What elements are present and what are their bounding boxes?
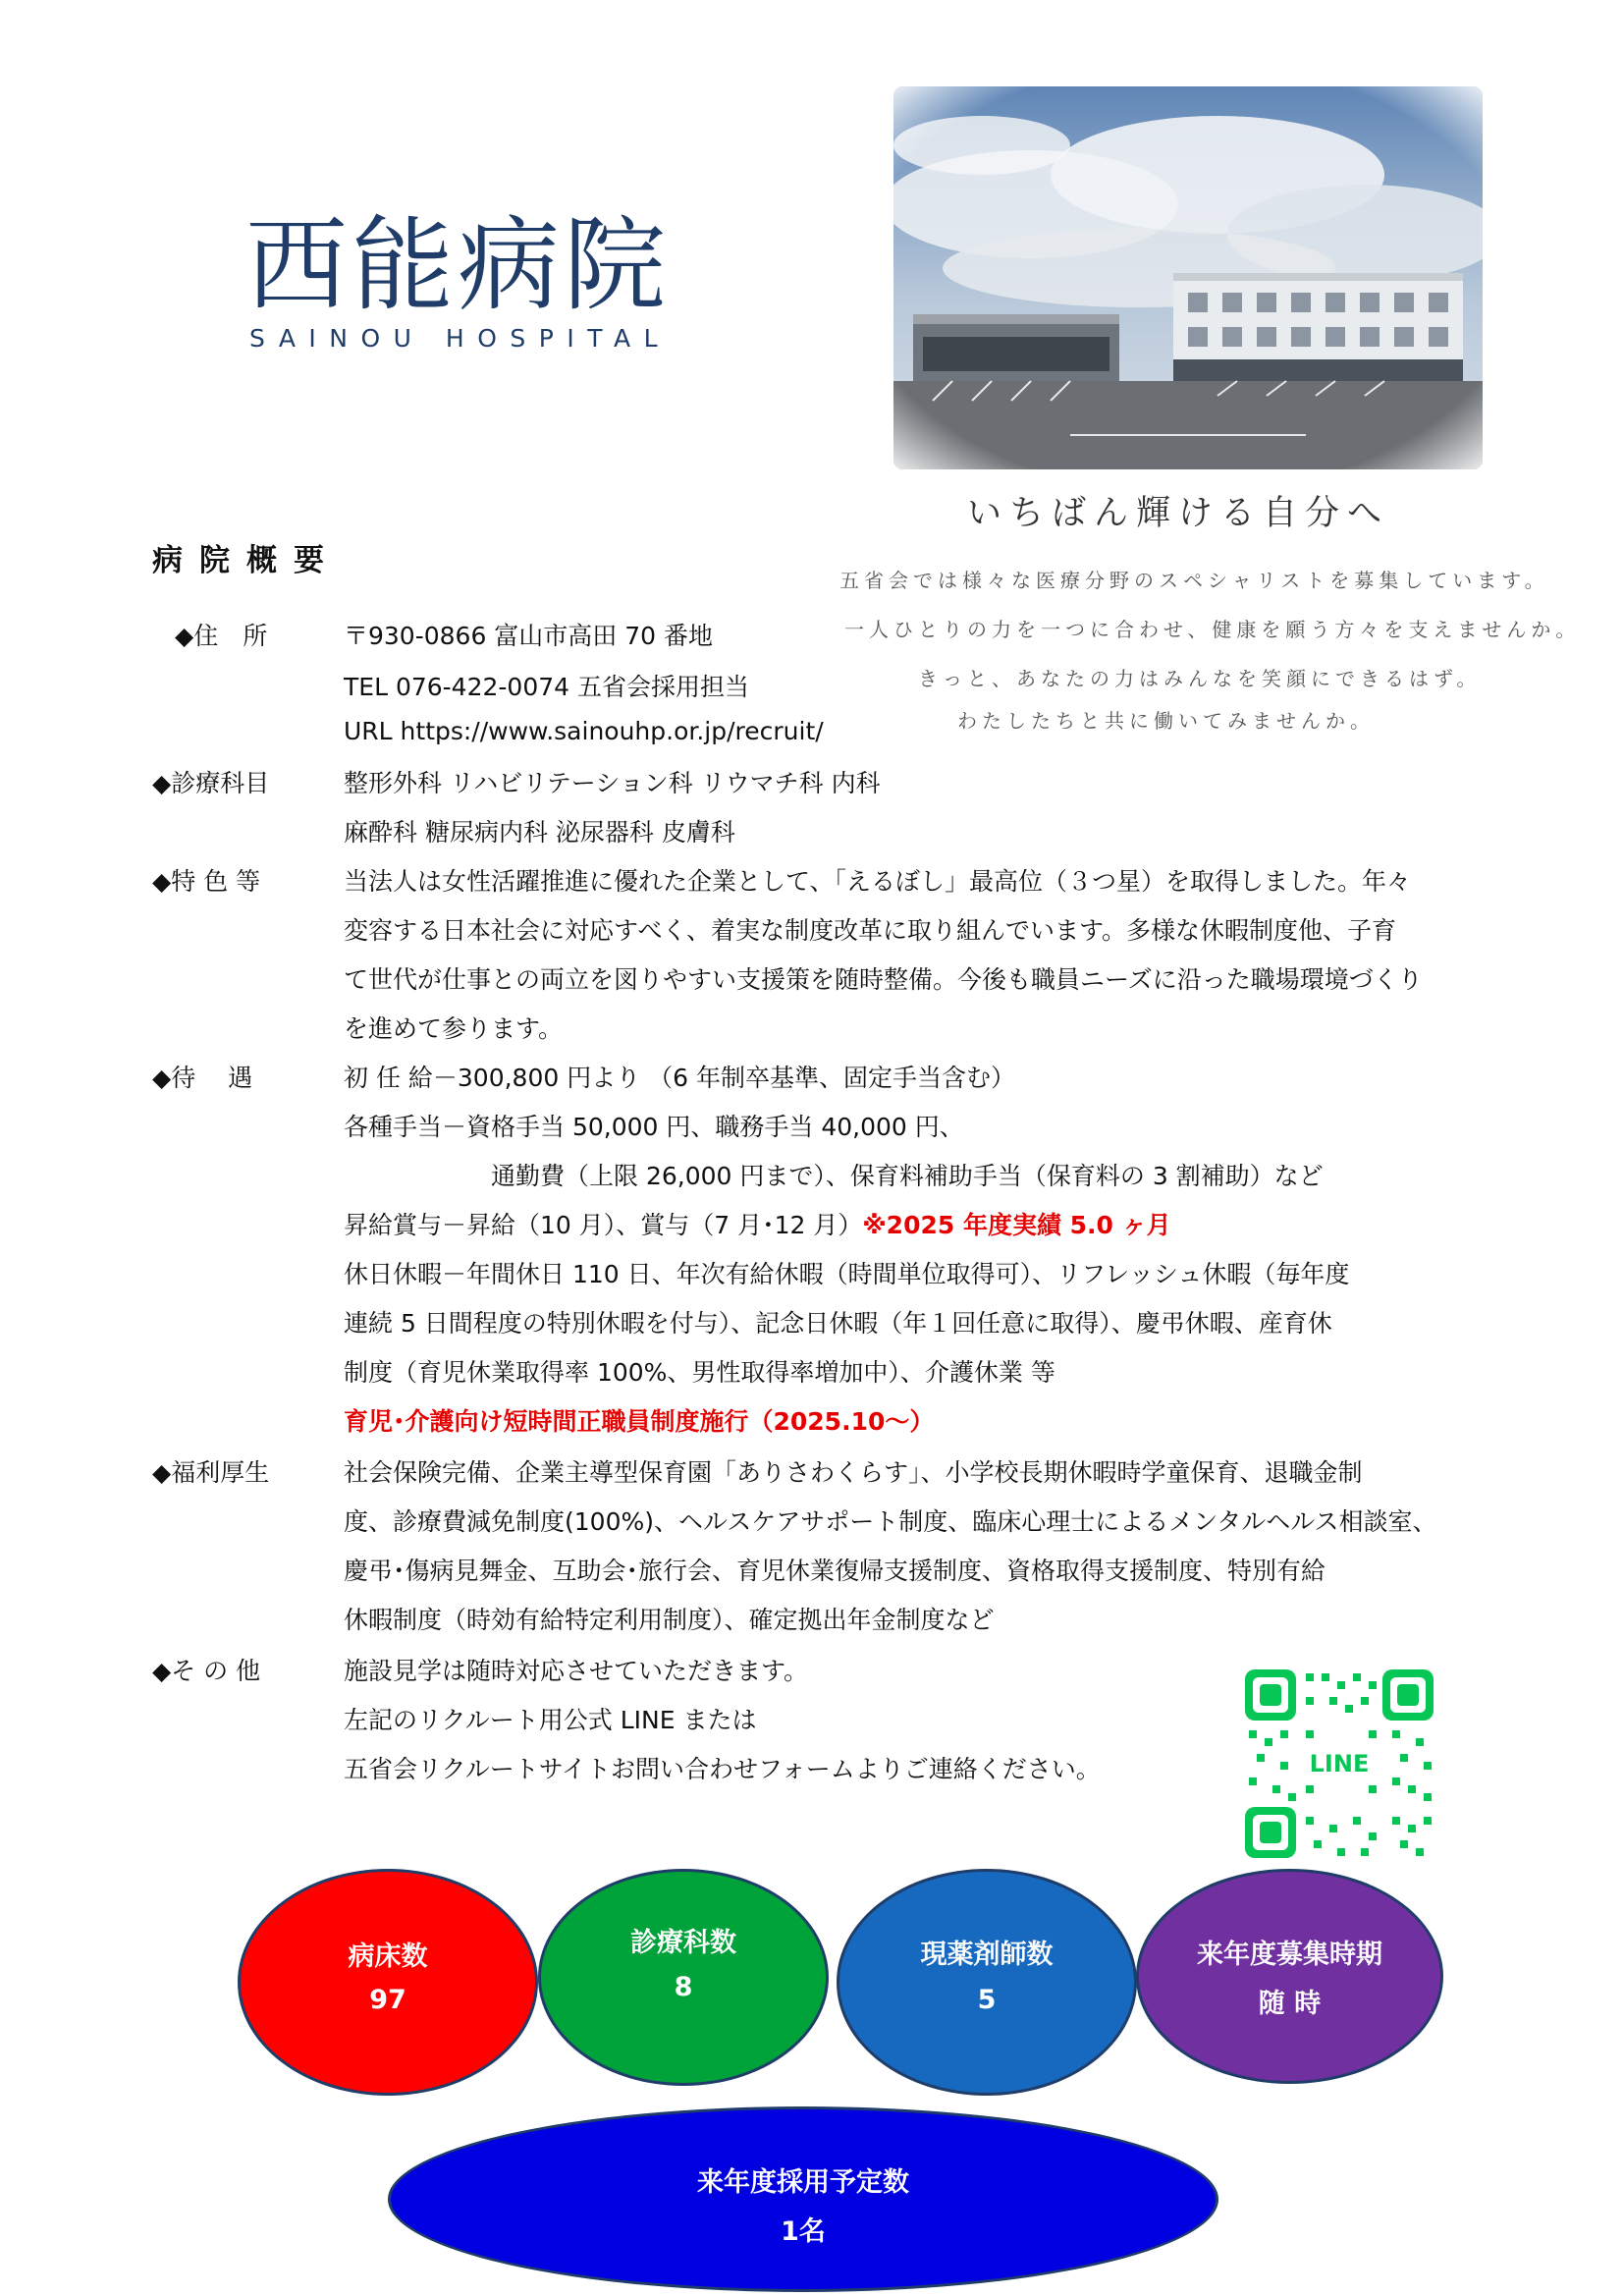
stat-pharmacists-label: 現薬剤師数 (920, 1940, 1054, 1970)
other-line-2: 左記のリクルート用公式 LINE または (344, 1706, 757, 1734)
stat-recruit-period (1136, 1869, 1443, 2084)
other-line-3: 五省会リクルートサイトお問い合わせフォームよりご連絡ください。 (344, 1755, 1101, 1783)
stat-departments-label: 診療科数 (630, 1928, 736, 1958)
departments-label: ◆診療科目 (152, 769, 270, 797)
stat-pharmacists-value: 5 (977, 1985, 997, 2015)
pitch-line-3: きっと、あなたの力はみんなを笑顔にできるはず。 (918, 667, 1482, 690)
qr-line-label: LINE (1309, 1750, 1370, 1777)
treatment-bonus (344, 1206, 1171, 1241)
welfare-label: ◆福利厚生 (152, 1458, 270, 1487)
treatment-allowance-2: 通勤費（上限 26,000 円まで）、保育料補助手当（保育料の 3 割補助）など (491, 1162, 1324, 1190)
features-line-3: て世代が仕事との両立を図りやすい支援策を随時整備。今後も職員ニーズに沿った職場環境づくり (344, 965, 1423, 994)
section-title: 病院概要 (152, 543, 341, 578)
slogan: いちばん輝ける自分へ (967, 494, 1390, 533)
treatment-salary: 初 任 給－300,800 円より （6 年制卒基準、固定手当含む） (344, 1064, 1016, 1092)
stat-recruit-period-label: 来年度募集時期 (1197, 1940, 1382, 1970)
features-label: ◆特 色 等 (152, 867, 261, 896)
departments-line-2: 麻酔科 糖尿病内科 泌尿器科 皮膚科 (344, 818, 735, 847)
stat-recruit-period-value: 随 時 (1258, 1989, 1322, 2019)
treatment-holiday-3: 制度（育児休業取得率 100%、男性取得率増加中）、介護休業 等 (344, 1358, 1055, 1387)
welfare-line-2: 度、診療費減免制度(100%)、ヘルスケアサポート制度、臨床心理士によるメンタルヘルス相談室、 (344, 1507, 1437, 1536)
stat-pharmacists (837, 1869, 1137, 2096)
welfare-line-1: 社会保険完備、企業主導型保育園「ありさわくらす」、小学校長期休暇時学童保育、退職金制 (344, 1458, 1363, 1487)
hospital-logo-kanji: 西能病院 (245, 205, 671, 325)
pitch-line-4: わたしたちと共に働いてみませんか。 (957, 709, 1375, 733)
stat-planned-hires (388, 2106, 1218, 2292)
bonus-record-highlight: ※2025 年度実績 5.0 ヶ月 (862, 1211, 1171, 1239)
welfare-line-4: 休暇制度（時効有給特定利用制度）、確定拠出年金制度など (344, 1606, 995, 1634)
address-tel: TEL 076-422-0074 五省会採用担当 (344, 673, 749, 701)
stat-beds-value: 97 (369, 1985, 406, 2015)
address-url[interactable]: URL https://www.sainouhp.or.jp/recruit/ (344, 717, 824, 745)
features-line-2: 変容する日本社会に対応すべく、着実な制度改革に取り組んでいます。多様な休暇制度他、子育 (344, 916, 1397, 945)
pitch-line-1: 五省会では様々な医療分野のスペシャリストを募集しています。 (839, 569, 1549, 592)
welfare-line-3: 慶弔･傷病見舞金、互助会･旅行会、育児休業復帰支援制度、資格取得支援制度、特別有給 (344, 1557, 1326, 1585)
stat-beds-label: 病床数 (348, 1941, 428, 1972)
stat-departments (538, 1869, 829, 2086)
other-label: ◆そ の 他 (152, 1657, 261, 1685)
features-line-4: を進めて参ります。 (344, 1014, 564, 1043)
stat-beds (238, 1869, 538, 2096)
hospital-photo (893, 86, 1483, 469)
treatment-holiday-2: 連続 5 日間程度の特別休暇を付与）、記念日休暇（年１回任意に取得）、慶弔休暇、産育休 (344, 1309, 1332, 1338)
stat-departments-value: 8 (674, 1972, 693, 2002)
other-line-1: 施設見学は随時対応させていただきます。 (344, 1657, 809, 1685)
hospital-logo-english: SAINOU HOSPITAL (249, 324, 672, 353)
address-postal: 〒930-0866 富山市高田 70 番地 (344, 622, 714, 650)
stat-planned-hires-value: 1名 (781, 2216, 826, 2247)
pitch-line-2: 一人ひとりの力を一つに合わせ、健康を願う方々を支えませんか。 (844, 618, 1581, 641)
departments-line-1: 整形外科 リハビリテーション科 リウマチ科 内科 (344, 769, 881, 797)
address-label: ◆住 所 (175, 622, 268, 650)
line-qr-code[interactable] (1245, 1669, 1434, 1862)
short-time-system-highlight: 育児･介護向け短時間正職員制度施行（2025.10～） (344, 1407, 935, 1436)
treatment-holiday-1: 休日休暇－年間休日 110 日、年次有給休暇（時間単位取得可）、リフレッシュ休暇（毎年度 (344, 1260, 1350, 1288)
features-line-1: 当法人は女性活躍推進に優れた企業として、「えるぼし」最高位（３つ星）を取得しました。年々 (344, 867, 1412, 896)
treatment-bonus-text: 昇給賞与－昇給（10 月）、賞与（7 月･12 月） (344, 1211, 863, 1239)
treatment-allowance: 各種手当－資格手当 50,000 円、職務手当 40,000 円、 (344, 1113, 964, 1141)
treatment-label: ◆待 遇 (152, 1064, 253, 1092)
stat-planned-hires-label: 来年度採用予定数 (697, 2167, 909, 2198)
